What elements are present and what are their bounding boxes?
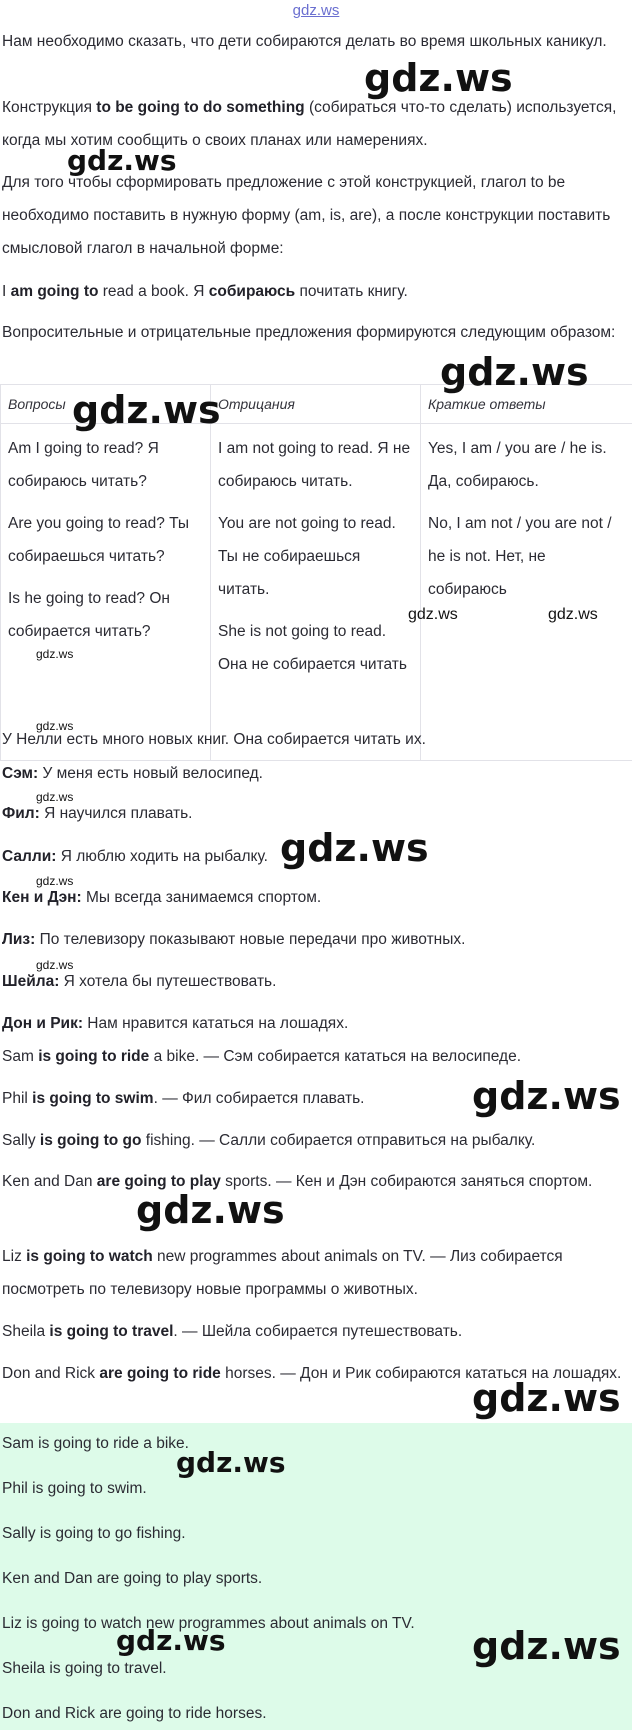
table-cell-item: I am not going to read. Я не собираюсь читать.	[218, 440, 411, 490]
speaker-name: Салли:	[2, 848, 57, 865]
answer-box	[0, 1423, 632, 1730]
bold-term: is going to swim	[32, 1090, 154, 1107]
answer-line: Don and Rick are going to ride horses.	[2, 1705, 267, 1722]
watermark: gdz.ws	[176, 1446, 286, 1479]
translation-line	[2, 1040, 628, 1073]
watermark: gdz.ws	[36, 790, 74, 804]
intro-paragraph-1: Нам необходимо сказать, что дети собираются делать во время школьных каникул.	[2, 33, 607, 50]
text: horses. — Дон и Рик собираются кататься на лошадях.	[220, 1365, 622, 1382]
watermark: gdz.ws	[72, 388, 221, 432]
translation-line	[2, 1240, 628, 1306]
text: Я научился плавать.	[39, 805, 193, 822]
text: Нам нравится кататься на лошадях.	[83, 1015, 349, 1032]
watermark: gdz.ws	[36, 958, 74, 972]
watermark: gdz.ws	[136, 1188, 285, 1232]
text: sports. — Кен и Дэн собираются заняться спортом.	[220, 1173, 593, 1190]
table-cell-item: Are you going to read? Ты собираешься читать?	[8, 515, 190, 565]
answer-line: Sally is going to go fishing.	[2, 1525, 186, 1542]
example-sentence	[2, 275, 628, 308]
text: Конструкция	[2, 99, 97, 116]
table-cell-item: Am I going to read? Я собираюсь читать?	[8, 440, 159, 490]
text: Phil	[2, 1090, 33, 1107]
header-negations: Отрицания	[211, 385, 421, 424]
site-logo-link[interactable]: gdz.ws	[292, 2, 340, 19]
bold-term: is going to go	[39, 1132, 142, 1149]
text: new programmes about animals on TV. — Лиз собирается посмотреть по телевизору новые программы о животных.	[2, 1248, 563, 1298]
answer-line: Sheila is going to travel.	[2, 1660, 167, 1677]
watermark: gdz.ws	[408, 606, 458, 623]
text: Sam	[2, 1048, 39, 1065]
statement-line	[2, 1007, 628, 1040]
statement-line	[2, 923, 628, 956]
table-cell-item: Yes, I am / you are / he is. Да, собираюсь.	[428, 440, 607, 490]
watermark: gdz.ws	[280, 826, 429, 870]
speaker-name: Кен и Дэн:	[2, 889, 82, 906]
table-row	[1, 424, 632, 761]
translation-line	[2, 1124, 628, 1157]
header-questions: Вопросы	[1, 385, 211, 424]
header-short-answers: Краткие ответы	[421, 385, 632, 424]
text: У меня есть новый велосипед.	[38, 765, 263, 782]
text: Sally	[2, 1132, 40, 1149]
text: Liz	[2, 1248, 27, 1265]
watermark: gdz.ws	[440, 350, 589, 394]
bold-term: are going to ride	[99, 1365, 221, 1382]
watermark: gdz.ws	[548, 606, 598, 623]
translation-line	[2, 1315, 628, 1348]
bold-term: is going to ride	[38, 1048, 150, 1065]
intro-paragraph-5: Вопросительные и отрицательные предложения формируются следующим образом:	[2, 324, 616, 341]
watermark: gdz.ws	[472, 1624, 621, 1668]
answer-line: Phil is going to swim.	[2, 1480, 147, 1497]
speaker-name: Сэм:	[2, 765, 39, 782]
statement-line	[2, 965, 628, 998]
watermark: gdz.ws	[36, 874, 74, 888]
table-cell-item: You are not going to read. Ты не собираешься читать.	[218, 515, 396, 598]
text: I	[2, 283, 11, 300]
bold-term: are going to play	[96, 1173, 221, 1190]
text: fishing. — Салли собирается отправиться на рыбалку.	[141, 1132, 536, 1149]
text: Ken and Dan	[2, 1173, 97, 1190]
watermark: gdz.ws	[36, 647, 74, 661]
text: Don and Rick	[2, 1365, 100, 1382]
watermark: gdz.ws	[67, 144, 177, 177]
text: По телевизору показывают новые передачи про животных.	[35, 931, 466, 948]
statement-line: У Нелли есть много новых книг. Она собирается читать их.	[2, 731, 426, 748]
bold-term: собираюсь	[208, 283, 296, 300]
bold-term: am going to	[10, 283, 99, 300]
text: почитать книгу.	[295, 283, 408, 300]
speaker-name: Фил:	[2, 805, 40, 822]
watermark: gdz.ws	[116, 1624, 226, 1657]
text: Я люблю ходить на рыбалку.	[56, 848, 268, 865]
watermark: gdz.ws	[36, 719, 74, 733]
text: Sheila	[2, 1323, 50, 1340]
text: (собираться что-то сделать) используется, когда мы хотим сообщить о своих планах или намерениях.	[2, 99, 617, 149]
watermark: gdz.ws	[472, 1074, 621, 1118]
speaker-name: Дон и Рик:	[2, 1015, 83, 1032]
speaker-name: Лиз:	[2, 931, 36, 948]
speaker-name: Шейла:	[2, 973, 60, 990]
short-answers-cell	[421, 424, 632, 761]
bold-term: to be going to do something	[96, 99, 305, 116]
table-cell-item: No, I am not / you are not / he is not. Нет, не собираюсь	[428, 515, 612, 598]
text: Мы всегда занимаемся спортом.	[81, 889, 322, 906]
text: . — Шейла собирается путешествовать.	[173, 1323, 463, 1340]
answer-line: Liz is going to watch new programmes about animals on TV.	[2, 1615, 415, 1632]
intro-paragraph-3: Для того чтобы сформировать предложение с этой конструкцией, глагол to be необходимо поставить в нужную форму (am, is, are), а после конструкции поставить смысловой глагол в начальной форме:	[2, 174, 611, 257]
questions-cell	[1, 424, 211, 761]
translation-line	[2, 1165, 628, 1198]
bold-term: is going to watch	[26, 1248, 153, 1265]
text: a bike. — Сэм собирается кататься на велосипеде.	[149, 1048, 522, 1065]
table-cell-item: She is not going to read. Она не собирается читать	[218, 623, 407, 673]
answer-line: Sam is going to ride a bike.	[2, 1435, 189, 1452]
statement-line	[2, 881, 628, 914]
bold-term: is going to travel	[49, 1323, 174, 1340]
answer-line: Ken and Dan are going to play sports.	[2, 1570, 263, 1587]
statement-line	[2, 757, 628, 790]
table-cell-item: Is he going to read? Он собирается читать?	[8, 590, 170, 640]
text: . — Фил собирается плавать.	[153, 1090, 365, 1107]
watermark: gdz.ws	[472, 1376, 621, 1420]
watermark: gdz.ws	[364, 56, 513, 100]
text: read a book. Я	[98, 283, 209, 300]
negations-cell	[211, 424, 421, 761]
grammar-table	[0, 384, 632, 761]
text: Я хотела бы путешествовать.	[59, 973, 277, 990]
